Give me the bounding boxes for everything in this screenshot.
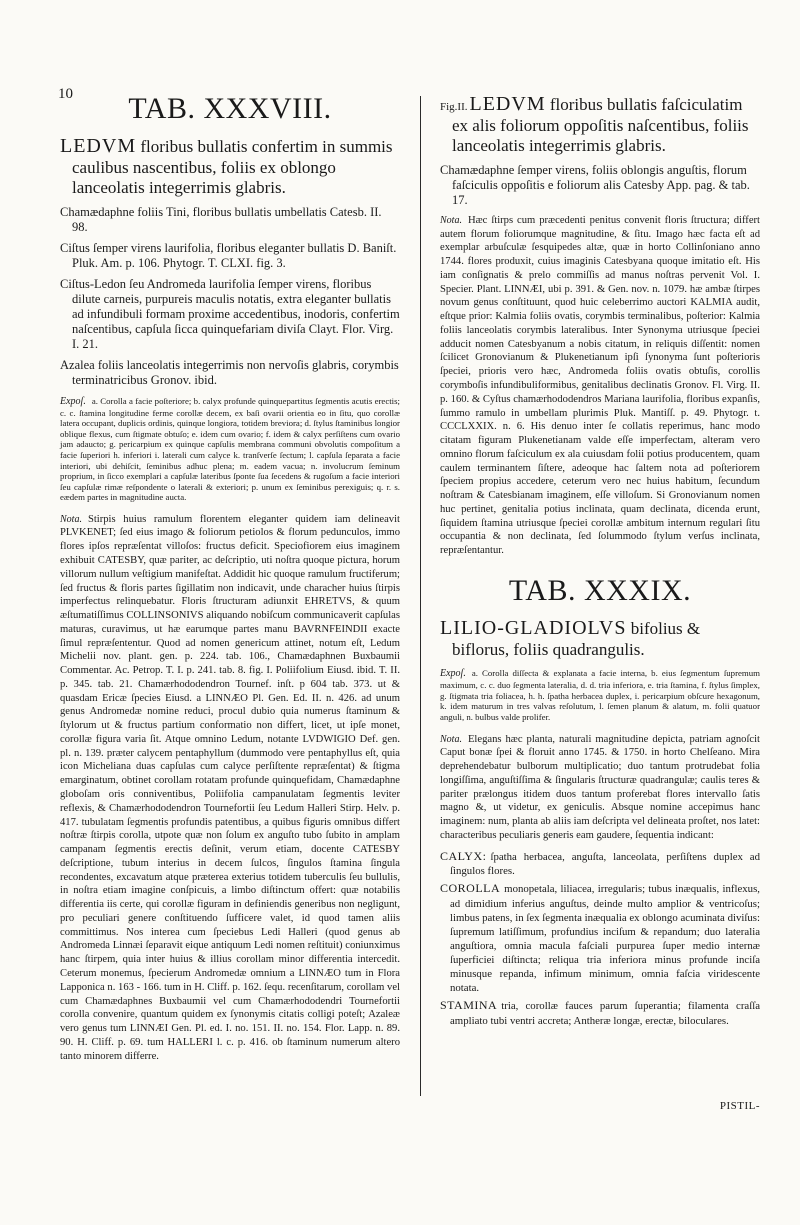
page-number: 10 xyxy=(58,86,73,102)
synonym-fig2: Chamædaphne ſemper virens, foliis oblongis anguſtis, florum faſciculis oppoſitis e foliorum alis Catesby App. pag. & tab. 17. xyxy=(440,162,750,207)
synonym-2: Ciſtus ſemper virens laurifolia, floribus eleganter bullatis D. Baniſt. Pluk. Am. p. 106. Phytogr. T. CLXI. fig. 3. xyxy=(60,240,397,270)
nota-39 xyxy=(440,733,760,843)
ledum-diagnosis xyxy=(60,134,400,199)
catchword: PISTIL- xyxy=(719,1100,760,1112)
nota-label: Nota. xyxy=(440,733,462,745)
synonym-4: Azalea foliis lanceolatis integerrimis non nervoſis glabris, corymbis terminatricibus Gronov. ibid. xyxy=(60,357,399,387)
exposition-label: Expoſ. xyxy=(60,395,86,407)
exposition-text: a. Corolla diſſecta & explanata a facie interna, b. eius ſegmentum ſupremum maximum, c. c. duo ſegmenta lateralia, d. d. tria inferiora, e. tria ſtamina, f. ſtylus ſimplex, g. ſtigmata tria foliacea, h. h. ſpatha herbacea duplex, i. pericarpium obſcure hexagonum, k. idem maturum in tres valvas reſolutum, l. ſemen planum & alatum, m. folii quatuor anguli, n. bulbus valde prolifer. xyxy=(440,668,760,722)
nota-note xyxy=(60,513,400,1064)
exposition-text: a. Corolla a facie poſteriore; b. calyx profunde quinquepartitus ſegmentis acutis erectis; c. c. ſtamina longitudine ferme corollæ decem, ex baſi ovarii orientia eo in ſitu, quo corollæ latera occupant, duplicis ordinis, quinque longiora, totidem breviora; d. ſtylus ſtaminibus longior oblique flexus, cum ſtigmate obtuſo; e. idem cum ovario; f. idem & calyx perſiſtens cum ovario jam adaucto; g. pericarpium ex quinque capſulis membrana communi obvolutis compoſitum a facie ſuperiori h. inferiori i. laterali cum calyce k. tranſverſe ſectum; l. capſula ſeparata a facie interiori, ubi dehiſcit, ſeminibus adhuc plena; m. eadem vacua; n. involucrum ſeminum proprium, in ſicco exemplari a capſulæ lateribus ſponte ſua ſecedens & rugoſum a facie interiori ſeu capſulæ rimæ reſpondente o laterali & exteriori; p. unum ex ſeminibus perexiguis; q. r. s. eædem partes in magnitudine aucta. xyxy=(60,395,400,503)
nota-label: Nota. xyxy=(60,513,82,525)
part-name: COROLLA xyxy=(440,881,501,896)
plate-title-39: TAB. XXXIX. xyxy=(508,573,692,607)
part-name: STAMINA xyxy=(440,998,498,1013)
part-name: CALYX: xyxy=(440,848,487,863)
calyx-description xyxy=(440,849,760,879)
lilio-diagnosis xyxy=(440,616,760,660)
right-column xyxy=(440,92,760,1031)
part-text: monopetala, liliacea, irregularis; tubus inæqualis, inflexus, ad dimidium inferius anguſtus, deinde multo amplior & ventricoſus; limbus patens, in ſex ſegmenta inæqualia ex oblongo acuminata diviſus: ſupremum latiſſimum, profundius inciſum & repandum; duo lateralia anguſtiora, omnia macula faſciali purpurea ſuper medio internæ ſuperficiei diſtincta; reliqua tria inferiora minus profunde inciſa minusque repanda, infimum minimum, omnia faſcia viridescente notata. xyxy=(450,883,760,995)
synonym-1: Chamædaphne foliis Tini, floribus bullatis umbellatis Catesb. II. 98. xyxy=(60,204,382,234)
nota-fig2 xyxy=(440,214,760,558)
genus-name: LEDVM xyxy=(469,93,546,115)
figure-label: Fig.II. xyxy=(440,101,468,113)
exposition xyxy=(60,396,400,503)
diagnosis-text: floribus bullatis confertim in summis caulibus nascentibus, foliis ex oblongo lanceolatis integerrimis glabris. xyxy=(72,137,393,198)
synonym-3: Ciſtus-Ledon ſeu Andromeda laurifolia ſemper virens, floribus dilute carneis, purpureis maculis notatis, extra eleganter bullatis ad infundibuli formam proxime accedentibus, inodoris, confertim naſcentibus, capſula ſicca quinquefariam diviſa Clayt. Flor. Virg. I. 21. xyxy=(60,276,400,351)
column-divider xyxy=(420,96,421,1096)
exposition-39 xyxy=(440,668,760,722)
exposition-label: Expoſ. xyxy=(440,668,466,680)
plate-title-38: TAB. XXXVIII. xyxy=(128,92,332,125)
nota-label: Nota. xyxy=(440,214,462,226)
genus-name: LILIO-GLADIOLVS xyxy=(440,616,627,639)
part-text: tria, corollæ fauces parum ſuperantia; filamenta craſſa ampliato tubi ventri accreta; Antheræ longæ, erectæ, biloculares. xyxy=(450,1000,760,1027)
part-text: ſpatha herbacea, anguſta, lanceolata, perſiſtens duplex ad ſingulos flores. xyxy=(450,850,760,878)
nota-text: Stirpis huius ramulum florentem eleganter quidem iam delineavit PLVKENET; ſed eius imago & foliorum petiolos & florum pedunculos, immo flores ipſos repræſentat villoſos: fructus deficit. Speciofiorem eius imaginem exhibuit CATESBY, quæ pariter, ac deſcriptio, uti noſtra quoque pictura, horum villorum nullum veſtigium manifeſtat. Addidit hic quoque ramulum fructiferum; ſed fructus & floris partes ſigillatim non indicavit, unde characher huius ſtirpis imperfectus relinquebatur. Floris ſtructuram adiunxit EHRETVS, & quum æſtumatiſſimus COLLINSONIVS aliquando nobiſcum communicaverit capſulas maturas, curavimus, ut hæ earumque partes manu BAVRNFEINDII exacte ſimul repræſententur. Quod ad nomen genericum attinet, notum eſt, Ledum Michelii nov. plant. gen. p. 224. tab. 106., Chamædaphnen Buxbaumii Commentar. Ac. Petrop. T. I. p. 241. tab. 8. fig. I. Poliifolium Eiusd. ibid. T. II. p. 345. tab. 21. Chamærhododendron Tournef. inſt. p 604 tab. 373. ut & quasdam Ericæ ſpecies Eiusd. a LINNÆO Pl. Gen. Ed. II. n. 426. ad unum genus Andromedæ nomine reduci, procul dubio quia numerus ſtaminum & ſtylorum ut & fructus partium conformatio non differt, licet, ut ipſe monet, corollæ figura varia ſit. Atque omnino Ledum, notante LVDWIGIO Def. gen. pl. n. 139. præter calycem pentaphyllum (dummodo vere pentaphyllus eſt, quia icon Micheliana duas capſulas cum calyce perſiſtente repræſentat) & ſtigma emarginatum, obtinet corollam rotatam profunde quinquefidam, Chamædaphne globoſam oris conniventibus, Poliifolia campanulatam ſegmentis leviter reflexis, & Chamærhododendron Tournefortii ſeu Ledum Halleri Stirp. Helv. p. 417. tubulatam ſegmentis profundis patentibus, a quibus figuris omnibus differt noſtræ ſtirpis corolla, utpote quæ non ſolum ex anguſto tubo ſubito in amplam campanam ſegmentis erectis deſinit, verum etiam, docente CATESBY deſcriptione, tubum interius in decem ſulcos, ſingulos ſtamina ſingula recondentes, excavatum atque præterea exterius totidem tuberculis ſeu bullulis, in noſtra etiam imagine conſpicuis, a limbo diſtinctum offert: quæ notabilis differentia iis certe, qui corollæ figuram in definiendis generibus non negligunt, pro peculiari genere conſtituendo ſufficere valet, id quod tamen aliis committimus. Nos interea cum ſpeciebus Ledi Halleri (quod genus ab Andromeda Linnæi ſeparavit eique antiquum Ledi nomen reſtituit) coniunximus hanc ſtirpem, quia inter huius & illius corollam minor differentia intercedit. Ceterum monemus, ſpecierum Andromedæ omnium a LINNÆO tum in Flora Lapponica n. 163 - 166. tum in H. Cliff. p. 162. ſequ. recenſitarum, corollam vel cum Chamædaphnes Buxbaumii vel cum Chamærhododendri Tournefortii corolla convenire, quantum quidem ex ſynonymis citatis colligi poteſt; Azaleæ vero genus tum LINNÆI Gen. Pl. ed. I. no. 151. II. no. 154. Flor. Lapp. n. 89. 90. H. Cliff. p. 69. tum HALLERI l. c. p. 416. ob ſtaminum numerum altero tanto minorem differre. xyxy=(60,513,400,1062)
stamina-description xyxy=(440,998,760,1028)
diagnosis-text: floribus bullatis faſciculatim ex alis foliorum oppoſitis naſcentibus, foliis lanceolatis integerrimis glabris. xyxy=(452,95,749,156)
genus-name: LEDVM xyxy=(60,135,137,157)
left-column xyxy=(60,92,400,1069)
nota-text: Hæc ſtirps cum præcedenti penitus convenit floris ſtructura; differt autem florum foliorumque magnitudine, & ſitu. Imago hæc facta eſt ad exemplar arbuſculæ ſesquipedes altæ, quæ in horto Collinſoniano anno 1744. flores produxit, cuius imaginis Catesbyana quoque imitatio eſt. His iam conſignatis & prelo commiſſis ad manus noſtras pervenit Vol. I. Specier. Plant. LINNÆI, ubi p. 391. & Gen. nov. n. 1079. hæ ambæ ſtirpes novum genus conſtituunt, quod huic celeberrimo auctori KALMIA audit, eſtque prior: Kalmia foliis ovatis, corymbis terminalibus, poſterior: Kalmia foliis lanceolatis corymbis lateralibus. Inter Synonyma utriusque ſpeciei adducit nomen Catesbyanum a nobis citatum, in reliquis diſſentit: nomen ſcilicet Gronovianum & Plukenetianum ipſi ſynonyma ſunt poſterioris ſpeciei, prioris vero hæc, Andromeda foliis ovatis obtuſis, corollis corymboſis infundibuliformibus, genitalibus declinatis Gronov. Fl. Virg. II. p. 160. & Cyſtus chamærhododendros Mariana laurifolia, floribus expanſis, ſummo ramulo in umbellam plurimis Pluk. Mantiſſ. p. 49. Phytogr. t. CCCLXXIX. n. 6. His denuo inter ſe collatis reperimus, hanc modo citatam figuram Plukenetianam valde eſſe imperfectam, alteram vero omnino florum faſciculum ex ala cuiusdam folii potius producentem, quam caulem terminantem ſiſtere, adeoque hac ſaltem nota ad poſteriorem ſpeciem propius accedere, ceterum vero nec huius habitum, ſecundum noſtram & Catesbianam imaginem, eſſe villoſum. Si Gronovianum nomen huc pertinet, genitalia potius inclinata, quam declinata, dicenda erunt, ſiquidem ſtamina utriusque ſpeciei corollæ ambitum internum regulari ſitu occupantia & non declinata, ſed ſolummodo ſtylum verſus inclinata, repræſentantur. xyxy=(440,214,760,557)
corolla-description xyxy=(440,881,760,995)
diagnosis-text: bifolius & biflorus, foliis quadrangulis. xyxy=(452,618,701,659)
ledum-fig2-diagnosis xyxy=(440,92,760,157)
nota-text: Elegans hæc planta, naturali magnitudine depicta, patriam agnoſcit Caput bonæ ſpei & floruit anno 1745. & 1750. in horto Chelſeano. Mira deprehendebatur bulborum multiplicatio; duo tantum protrudebat folia longiſſima, anguſtiſſima & ſingularis ſtructuræ quadrangulæ; caulis teres & pariter prælongus itidem duos tantum proferebat flores intervallo ſatis magno &, ut videtur, ex geniculis. Absque nomine accepimus hanc imaginem: num, planta ab aliis iam deſcripta vel delineata proſtet, nos latet: characteribus peculiaris generis eam gaudere, ſequentia indicant: xyxy=(440,733,760,841)
